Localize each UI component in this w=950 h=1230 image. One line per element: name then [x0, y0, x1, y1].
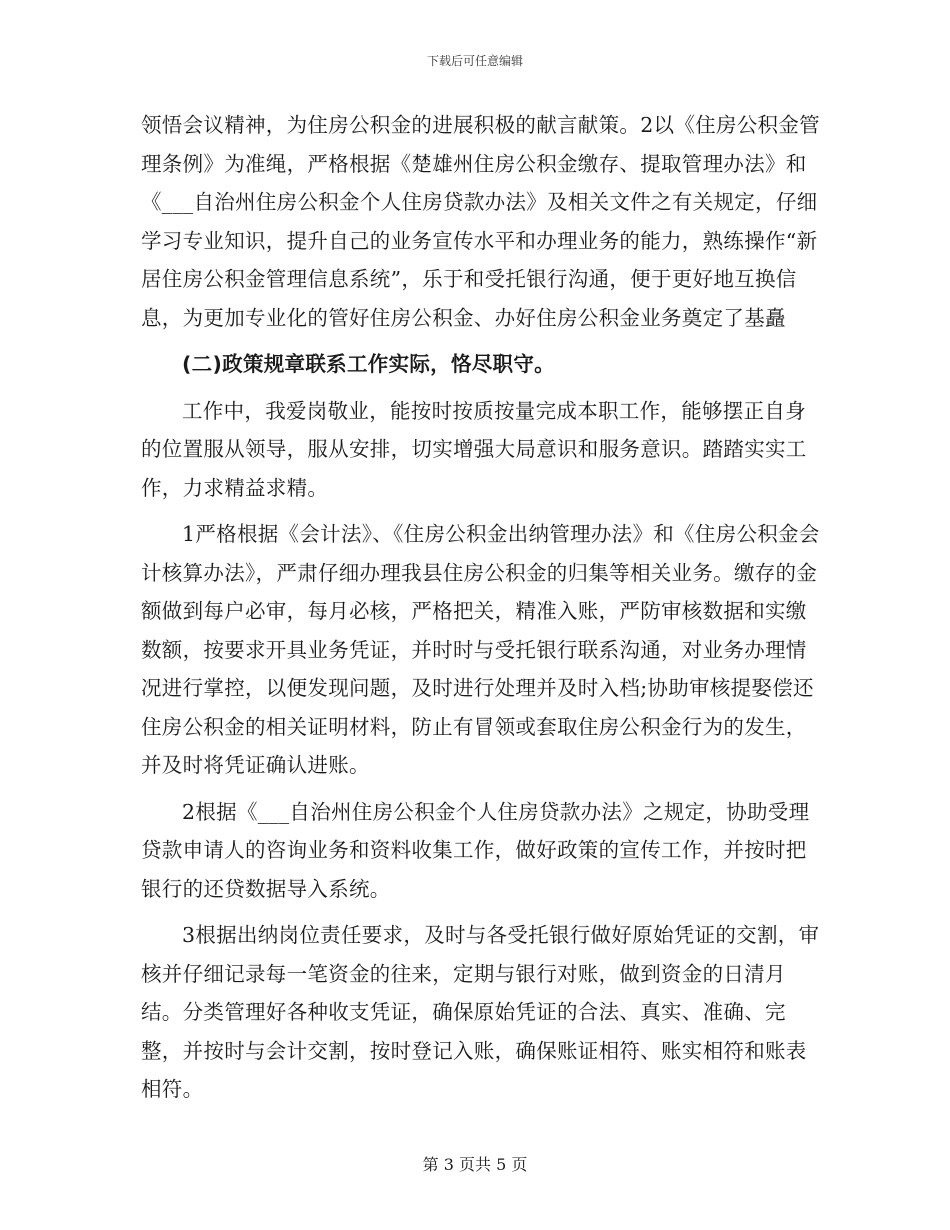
document-body — [141, 106, 821, 1109]
page-header: 下载后可任意编辑 — [426, 54, 523, 68]
paragraph-continuation: 领悟会议精神，为住房公积金的进展积极的献言献策。2以《住房公积金管理条例》为准绳，严格根据《楚雄州住房公积金缴存、提取管理办法》和《___自治州住房公积金个人住房贷款办法》及相关文件之有关规定，仔细学习专业知识，提升自己的业务宣传水平和办理业务的能力，熟练操作“新居住房公积金管理信息系统”，乐于和受托银行沟通，便于更好地互换信息，为更加专业化的管好住房公积金、办好住房公积金业务奠定了基矗 — [141, 113, 820, 330]
paragraph-work-attitude: 工作中，我爱岗敬业，能按时按质按量完成本职工作，能够摆正自身的位置服从领导，服从安排，切实增强大局意识和服务意识。踏踏实实工作，力求精益求精。 — [141, 398, 807, 500]
page-footer: 第 3 页共 5 页 — [422, 1155, 528, 1174]
paragraph-item-2: 2根据《___自治州住房公积金个人住房贷款办法》之规定，协助受理贷款申请人的咨询业务和资料收集工作，做好政策的宣传工作，并按时把银行的还贷数据导入系统。 — [141, 799, 810, 901]
paragraph-item-1: 1严格根据《会计法》、《住房公积金出纳管理办法》和《住房公积金会计核算办法》，严肃仔细办理我县住房公积金的归集等相关业务。缴存的金额做到每户必审，每月必核，严格把关，精准入账，严防审核数据和实缴数额，按要求开具业务凭证，并时时与受托银行联系沟通，对业务办理情况进行掌控，以便发现问题，及时进行处理并及时入档;协助审核提娶偿还住房公积金的相关证明材料，防止有冒领或套取住房公积金行为的发生，并及时将凭证确认进账。 — [141, 522, 820, 777]
paragraph-item-3: 3根据出纳岗位责任要求，及时与各受托银行做好原始凭证的交割，审核并仔细记录每一笔资金的往来，定期与银行对账，做到资金的日清月结。分类管理好各种收支凭证，确保原始凭证的合法、真实、准确、完整，并按时与会计交割，按时登记入账，确保账证相符、账实相符和账表相符。 — [141, 923, 820, 1101]
section-heading: (二)政策规章联系工作实际，恪尽职守。 — [182, 352, 555, 376]
